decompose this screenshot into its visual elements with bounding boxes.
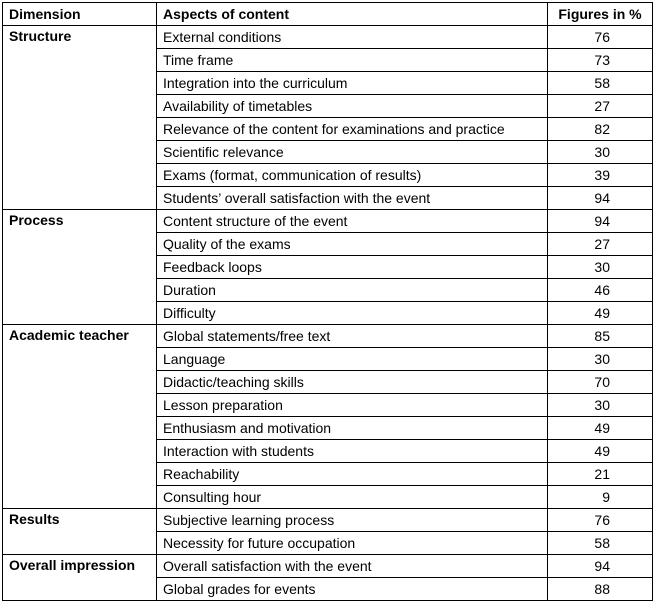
figure-cell: 49	[548, 440, 653, 463]
aspect-cell: Lesson preparation	[157, 394, 548, 417]
aspect-cell: Integration into the curriculum	[157, 72, 548, 95]
aspect-cell: Didactic/teaching skills	[157, 371, 548, 394]
figure-cell: 30	[548, 394, 653, 417]
aspect-cell: Exams (format, communication of results)	[157, 164, 548, 187]
figure-cell: 30	[548, 141, 653, 164]
figure-cell: 30	[548, 256, 653, 279]
aspect-cell: Difficulty	[157, 302, 548, 325]
dimension-cell: Overall impression	[3, 555, 157, 601]
figure-cell: 94	[548, 555, 653, 578]
aspect-cell: External conditions	[157, 26, 548, 49]
figure-cell: 49	[548, 417, 653, 440]
table-row	[3, 26, 653, 49]
dimension-cell: Structure	[3, 26, 157, 210]
dimension-cell: Academic teacher	[3, 325, 157, 509]
aspect-cell: Interaction with students	[157, 440, 548, 463]
aspect-cell: Overall satisfaction with the event	[157, 555, 548, 578]
header-aspects: Aspects of content	[157, 3, 548, 26]
dimension-cell: Results	[3, 509, 157, 555]
aspect-cell: Necessity for future occupation	[157, 532, 548, 555]
dimension-cell: Process	[3, 210, 157, 325]
aspect-cell: Feedback loops	[157, 256, 548, 279]
figure-cell: 27	[548, 95, 653, 118]
aspect-cell: Consulting hour	[157, 486, 548, 509]
figure-cell: 30	[548, 348, 653, 371]
figure-cell: 94	[548, 210, 653, 233]
aspect-cell: Language	[157, 348, 548, 371]
figure-cell: 58	[548, 532, 653, 555]
aspect-cell: Time frame	[157, 49, 548, 72]
table-row	[3, 210, 653, 233]
header-row	[3, 3, 653, 26]
figure-cell: 39	[548, 164, 653, 187]
figure-cell: 82	[548, 118, 653, 141]
aspect-cell: Duration	[157, 279, 548, 302]
table-body	[3, 26, 653, 601]
figure-cell: 27	[548, 233, 653, 256]
aspect-cell: Availability of timetables	[157, 95, 548, 118]
table-row	[3, 325, 653, 348]
aspect-cell: Global grades for events	[157, 578, 548, 601]
results-table	[2, 2, 653, 601]
aspect-cell: Reachability	[157, 463, 548, 486]
aspect-cell: Scientific relevance	[157, 141, 548, 164]
figure-cell: 88	[548, 578, 653, 601]
figure-cell: 58	[548, 72, 653, 95]
figure-cell: 46	[548, 279, 653, 302]
aspect-cell: Students’ overall satisfaction with the event	[157, 187, 548, 210]
figure-cell: 73	[548, 49, 653, 72]
figure-cell: 21	[548, 463, 653, 486]
aspect-cell: Relevance of the content for examinations and practice	[157, 118, 548, 141]
figure-cell: 76	[548, 509, 653, 532]
aspect-cell: Subjective learning process	[157, 509, 548, 532]
header-dimension: Dimension	[3, 3, 157, 26]
aspect-cell: Enthusiasm and motivation	[157, 417, 548, 440]
figure-cell: 9	[548, 486, 653, 509]
aspect-cell: Global statements/free text	[157, 325, 548, 348]
figure-cell: 49	[548, 302, 653, 325]
table-row	[3, 555, 653, 578]
header-figures: Figures in %	[548, 3, 653, 26]
figure-cell: 94	[548, 187, 653, 210]
aspect-cell: Quality of the exams	[157, 233, 548, 256]
figure-cell: 76	[548, 26, 653, 49]
figure-cell: 70	[548, 371, 653, 394]
figure-cell: 85	[548, 325, 653, 348]
table-row	[3, 509, 653, 532]
aspect-cell: Content structure of the event	[157, 210, 548, 233]
